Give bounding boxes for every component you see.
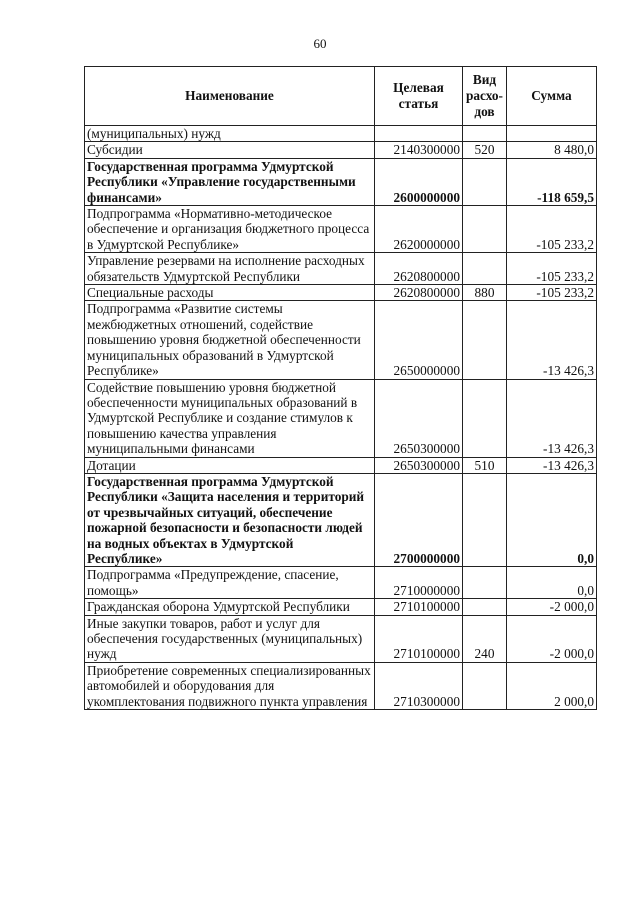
table-row xyxy=(85,301,597,379)
row-name-cell: Подпрограмма «Предупреждение, спасение, помощь» xyxy=(85,567,375,599)
row-name-cell: Государственная программа Удмуртской Республики «Защита населения и территорий от чрезвычайных ситуаций, обеспечение пожарной безопасности и безопасности людей на водных объектах в Удмуртской Республике» xyxy=(85,473,375,566)
row-sum-cell xyxy=(507,126,597,142)
row-code-cell: 2620800000 xyxy=(375,253,463,285)
row-sum-cell: -105 233,2 xyxy=(507,206,597,253)
header-sum: Сумма xyxy=(507,67,597,126)
header-code: Целевая статья xyxy=(375,67,463,126)
row-sum-cell: -13 426,3 xyxy=(507,457,597,473)
row-name-cell: Субсидии xyxy=(85,142,375,158)
row-code-cell: 2650300000 xyxy=(375,457,463,473)
row-kind-cell xyxy=(463,473,507,566)
table-row xyxy=(85,457,597,473)
row-name-cell: Иные закупки товаров, работ и услуг для обеспечения государственных (муниципальных) нужд xyxy=(85,615,375,662)
table-row xyxy=(85,473,597,566)
row-code-cell: 2710300000 xyxy=(375,662,463,709)
row-name-cell: Приобретение современных специализированных автомобилей и оборудования для укомплектования подвижного пункта управления xyxy=(85,662,375,709)
row-name-cell: Подпрограмма «Развитие системы межбюджетных отношений, содействие повышению уровня бюджетной обеспеченности муниципальных образований в Удмуртской Республике» xyxy=(85,301,375,379)
row-sum-cell: -13 426,3 xyxy=(507,301,597,379)
row-code-cell: 2710100000 xyxy=(375,599,463,615)
row-kind-cell: 240 xyxy=(463,615,507,662)
row-code-cell: 2650300000 xyxy=(375,379,463,457)
row-code-cell: 2140300000 xyxy=(375,142,463,158)
row-name-cell: Содействие повышению уровня бюджетной обеспеченности муниципальных образований в Удмуртской Республике и создание стимулов к повышению качества управления муниципальными финансами xyxy=(85,379,375,457)
row-sum-cell: -13 426,3 xyxy=(507,379,597,457)
row-code-cell: 2600000000 xyxy=(375,158,463,205)
row-sum-cell: -105 233,2 xyxy=(507,285,597,301)
row-code-cell: 2650000000 xyxy=(375,301,463,379)
table-row xyxy=(85,662,597,709)
row-kind-cell: 510 xyxy=(463,457,507,473)
row-kind-cell xyxy=(463,567,507,599)
table-row xyxy=(85,142,597,158)
table-row xyxy=(85,379,597,457)
row-kind-cell: 520 xyxy=(463,142,507,158)
row-kind-cell xyxy=(463,158,507,205)
table-row xyxy=(85,285,597,301)
row-sum-cell: -2 000,0 xyxy=(507,615,597,662)
table-row xyxy=(85,206,597,253)
row-sum-cell: 0,0 xyxy=(507,473,597,566)
row-code-cell: 2710100000 xyxy=(375,615,463,662)
row-name-cell: Подпрограмма «Нормативно-методическое обеспечение и организация бюджетного процесса в Удмуртской Республике» xyxy=(85,206,375,253)
table-row xyxy=(85,599,597,615)
row-code-cell: 2700000000 xyxy=(375,473,463,566)
table-row xyxy=(85,126,597,142)
table-row xyxy=(85,253,597,285)
budget-table xyxy=(84,66,597,710)
row-kind-cell xyxy=(463,379,507,457)
row-name-cell: Управление резервами на исполнение расходных обязательств Удмуртской Республики xyxy=(85,253,375,285)
row-sum-cell: -2 000,0 xyxy=(507,599,597,615)
table-header-row xyxy=(85,67,597,126)
table-row xyxy=(85,615,597,662)
row-kind-cell xyxy=(463,126,507,142)
row-kind-cell xyxy=(463,301,507,379)
row-sum-cell: 0,0 xyxy=(507,567,597,599)
row-name-cell: Дотации xyxy=(85,457,375,473)
row-sum-cell: 2 000,0 xyxy=(507,662,597,709)
row-name-cell: Специальные расходы xyxy=(85,285,375,301)
row-name-cell: Гражданская оборона Удмуртской Республики xyxy=(85,599,375,615)
row-code-cell: 2620000000 xyxy=(375,206,463,253)
row-sum-cell: 8 480,0 xyxy=(507,142,597,158)
row-kind-cell xyxy=(463,599,507,615)
row-sum-cell: -118 659,5 xyxy=(507,158,597,205)
header-name: Наименование xyxy=(85,67,375,126)
row-kind-cell xyxy=(463,662,507,709)
header-kind: Вид расхо- дов xyxy=(463,67,507,126)
page-number: 60 xyxy=(313,36,327,51)
row-code-cell: 2620800000 xyxy=(375,285,463,301)
row-sum-cell: -105 233,2 xyxy=(507,253,597,285)
row-name-cell: Государственная программа Удмуртской Республики «Управление государственными финансами» xyxy=(85,158,375,205)
table-row xyxy=(85,567,597,599)
row-name-cell: (муниципальных) нужд xyxy=(85,126,375,142)
row-kind-cell xyxy=(463,253,507,285)
table-row xyxy=(85,158,597,205)
row-code-cell xyxy=(375,126,463,142)
row-code-cell: 2710000000 xyxy=(375,567,463,599)
row-kind-cell: 880 xyxy=(463,285,507,301)
row-kind-cell xyxy=(463,206,507,253)
